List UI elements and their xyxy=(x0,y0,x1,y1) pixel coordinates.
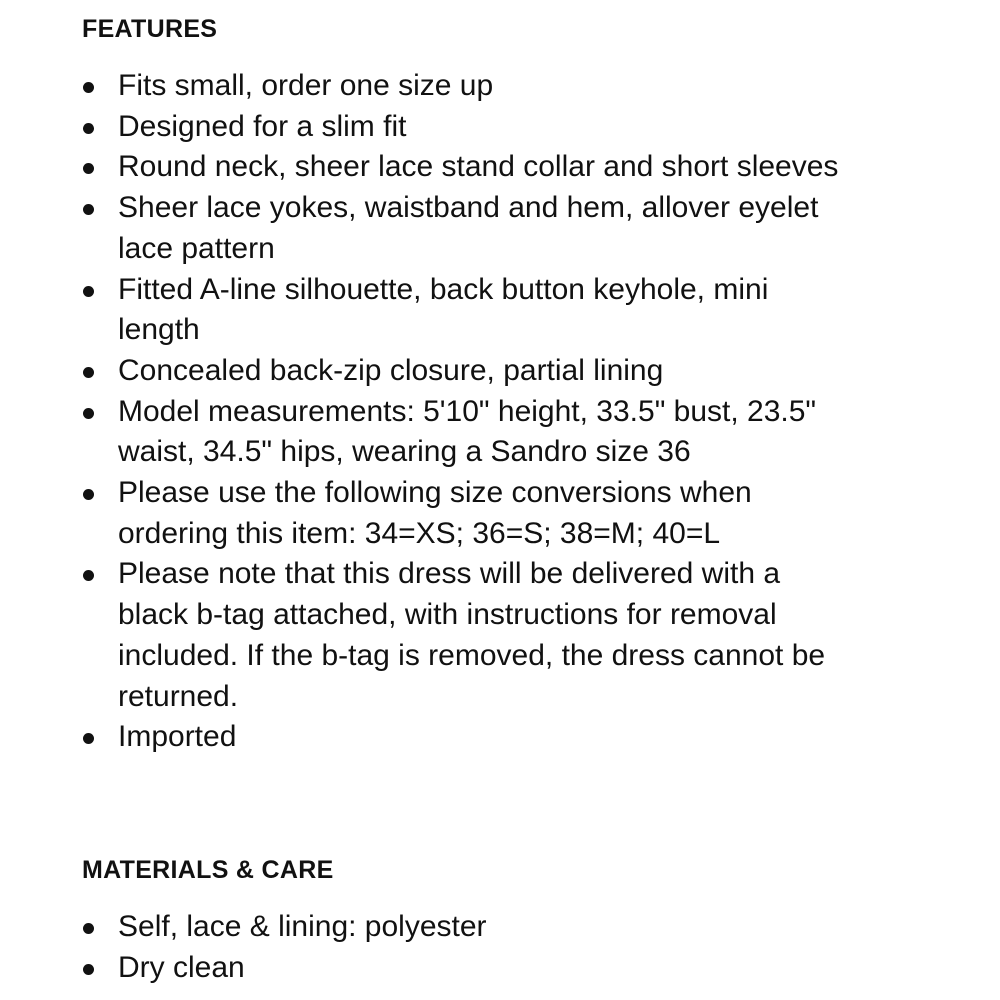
list-item-text: Fitted A-line silhouette, back button keyhole, mini length xyxy=(118,272,769,347)
bullet-icon xyxy=(83,367,94,378)
bullet-icon xyxy=(83,204,94,215)
bullet-icon xyxy=(83,964,94,975)
bullet-icon xyxy=(83,733,94,744)
list-item-text: Model measurements: 5'10" height, 33.5" bust, 23.5" waist, 34.5" hips, wearing a Sandro size 36 xyxy=(118,394,817,469)
features-list xyxy=(0,66,1000,758)
list-item xyxy=(0,392,858,473)
materials-care-list xyxy=(0,907,1000,988)
list-item-text: Round neck, sheer lace stand collar and short sleeves xyxy=(118,150,839,184)
list-item xyxy=(0,554,858,717)
list-item-text: Fits small, order one size up xyxy=(118,69,494,102)
list-item-text: Sheer lace yokes, waistband and hem, allover eyelet lace pattern xyxy=(118,191,819,265)
list-item-text: Please note that this dress will be delivered with a black b-tag attached, with instructions for removal included. If the b-tag is removed, the dress cannot be returned. xyxy=(118,557,826,713)
list-item-text: Dry clean xyxy=(118,950,245,984)
list-item-text: Please use the following size conversions when ordering this item: 34=XS; 36=S; 38=M; 40=L xyxy=(118,476,752,550)
bullet-icon xyxy=(83,82,94,93)
list-item xyxy=(0,147,858,188)
list-item xyxy=(0,188,858,269)
list-item xyxy=(0,473,858,554)
bullet-icon xyxy=(83,123,94,134)
list-item xyxy=(0,907,858,948)
list-item xyxy=(0,351,858,392)
bullet-icon xyxy=(83,286,94,297)
list-item-text: Concealed back-zip closure, partial lining xyxy=(118,353,664,387)
bullet-icon xyxy=(83,923,94,934)
features-heading: FEATURES xyxy=(82,15,218,43)
list-item xyxy=(0,107,858,148)
list-item-text: Designed for a slim fit xyxy=(118,109,407,143)
list-item xyxy=(0,66,858,107)
bullet-icon xyxy=(83,408,94,419)
list-item-text: Imported xyxy=(118,720,237,754)
list-item-text: Self, lace & lining: polyester xyxy=(118,910,487,943)
bullet-icon xyxy=(83,570,94,581)
bullet-icon xyxy=(83,489,94,500)
bullet-icon xyxy=(83,163,94,174)
list-item xyxy=(0,948,858,989)
list-item xyxy=(0,717,858,758)
list-item xyxy=(0,270,858,351)
materials-care-heading: MATERIALS & CARE xyxy=(82,856,334,884)
